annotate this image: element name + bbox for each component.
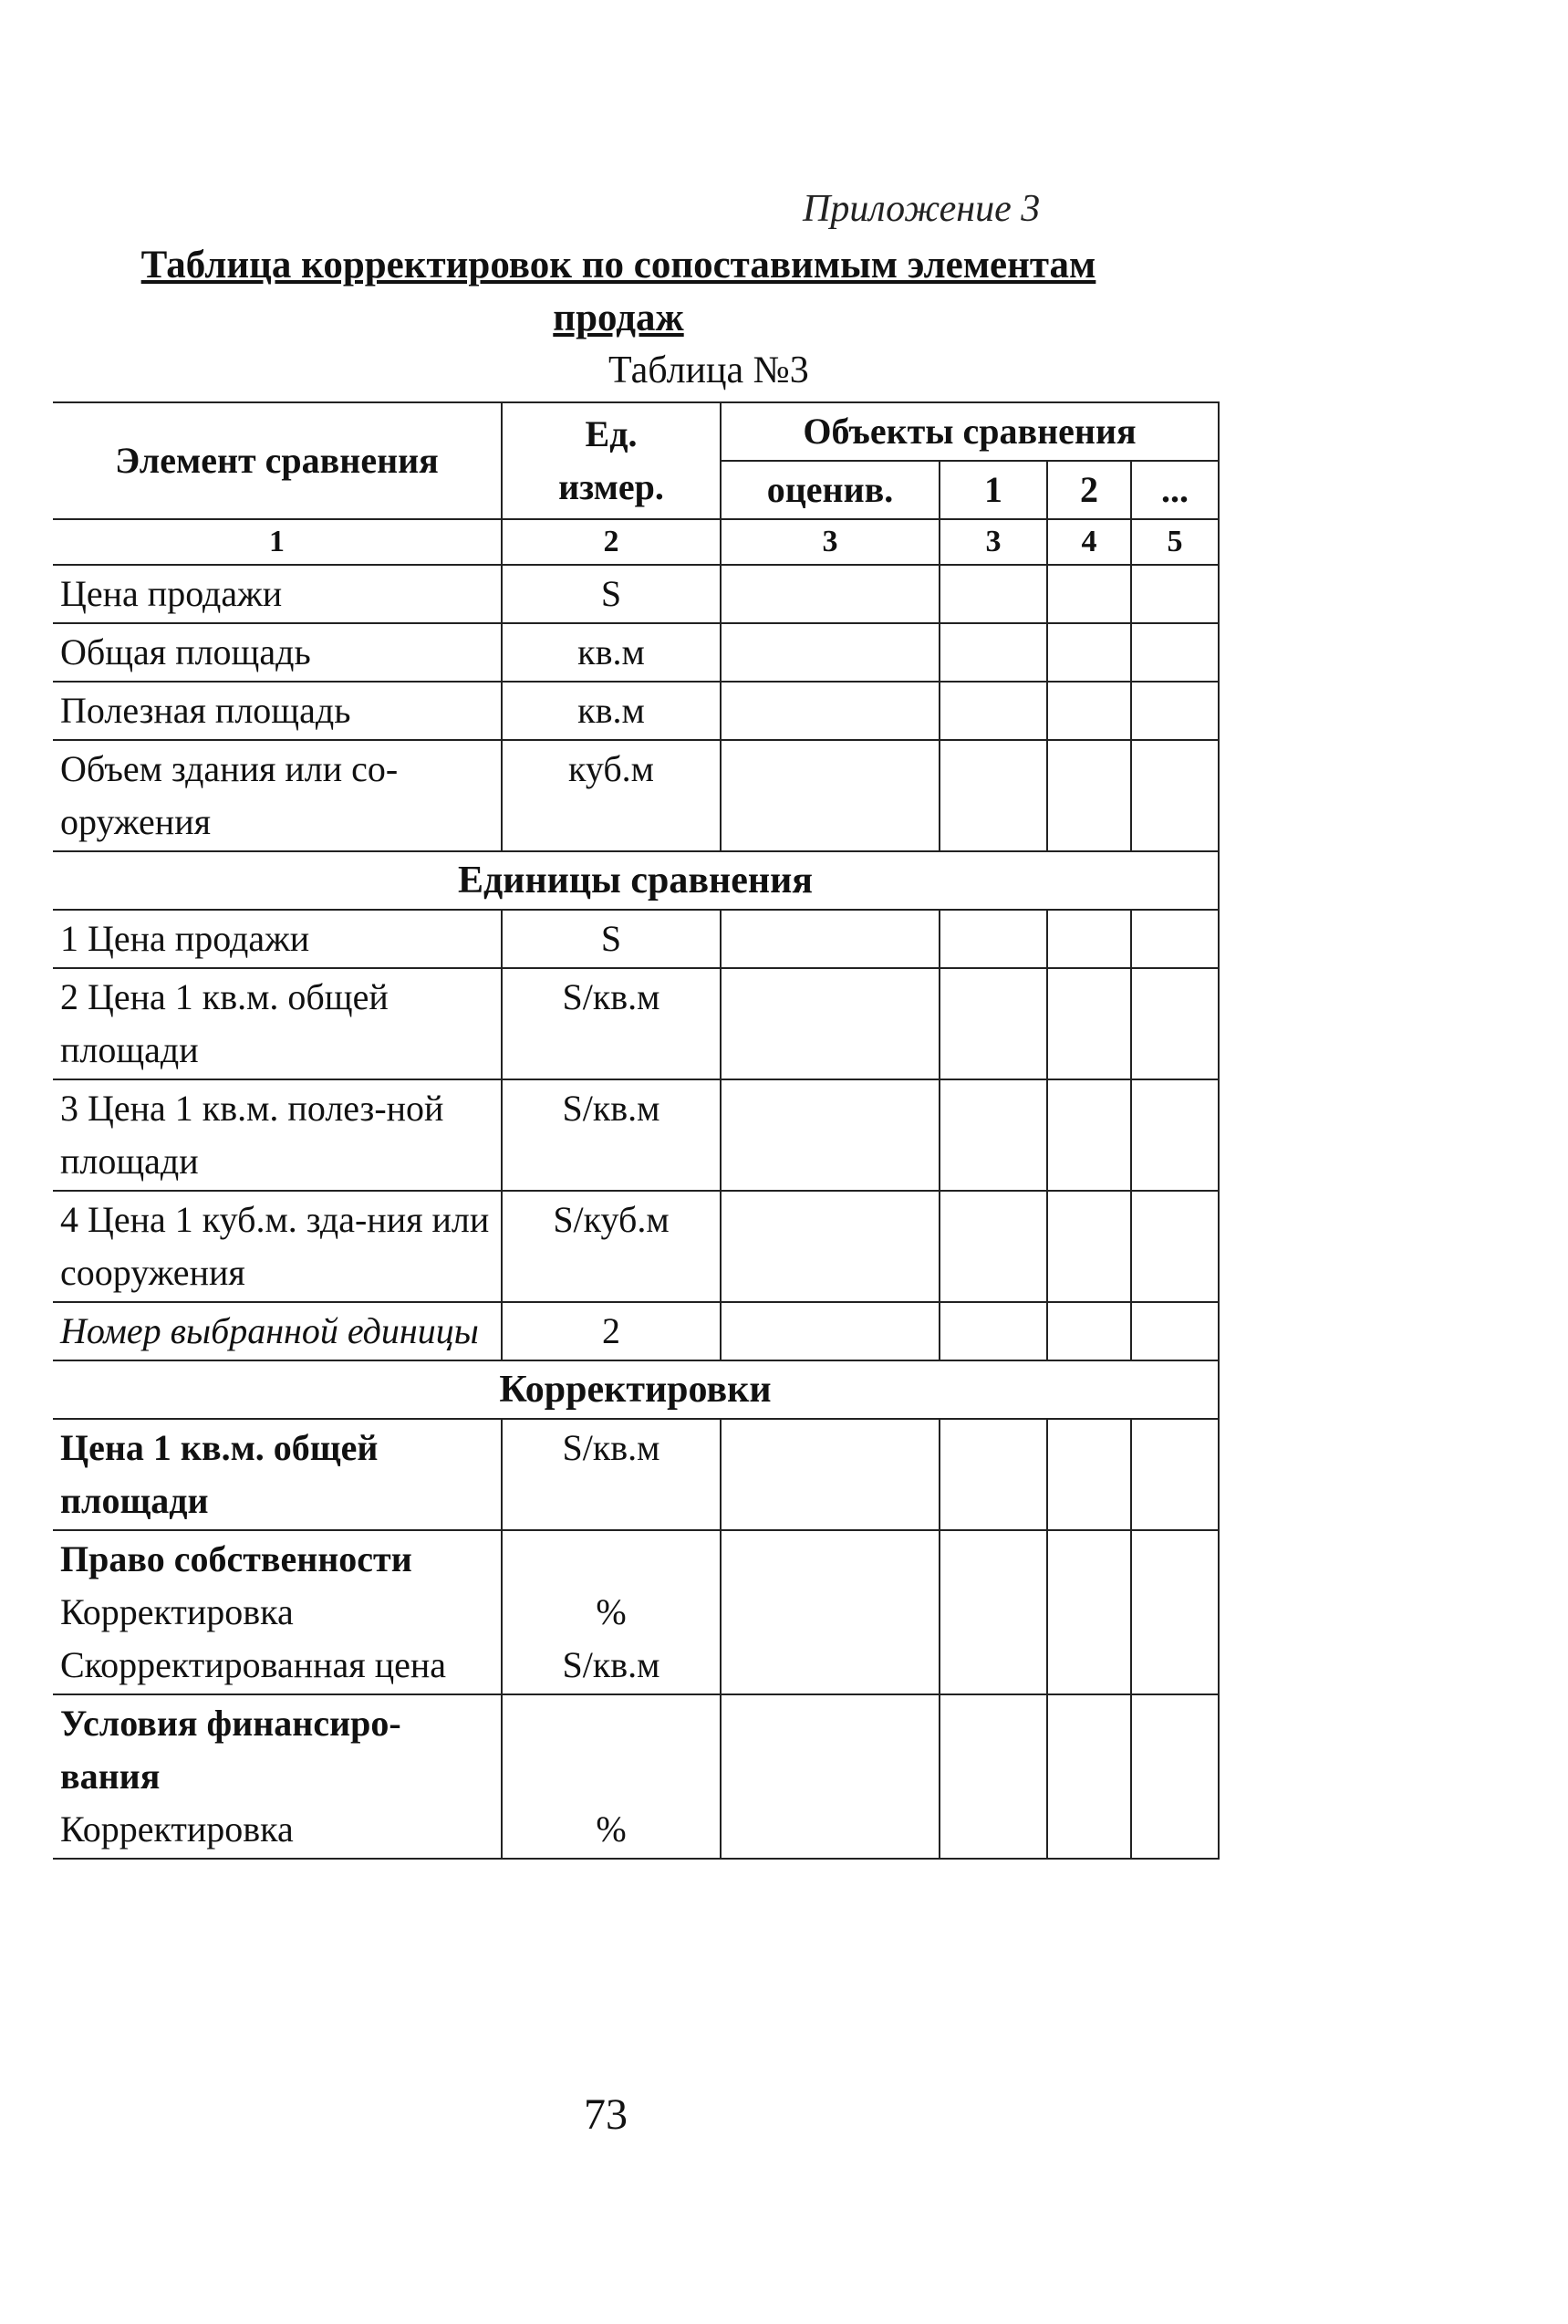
col-number: 4 — [1047, 519, 1131, 565]
row-label: 3 Цена 1 кв.м. полез-ной площади — [53, 1079, 502, 1191]
empty-cell — [1047, 1191, 1131, 1302]
ownership-units — [502, 1530, 721, 1694]
header-element: Элемент сравнения — [53, 402, 502, 519]
empty-cell — [940, 682, 1047, 740]
col-number: 2 — [502, 519, 721, 565]
table-row — [53, 740, 1219, 851]
finance-block — [53, 1694, 502, 1859]
spacer — [510, 1697, 712, 1750]
col-number: 5 — [1131, 519, 1219, 565]
finance-units — [502, 1694, 721, 1859]
header-obj-more: ... — [1131, 461, 1219, 519]
empty-cell — [1131, 740, 1219, 851]
empty-cell — [1131, 1419, 1219, 1530]
col-number: 3 — [940, 519, 1047, 565]
empty-cell — [940, 910, 1047, 968]
table-row — [53, 1191, 1219, 1302]
empty-cell — [1047, 1302, 1131, 1360]
empty-cell — [721, 740, 940, 851]
empty-cell — [940, 1419, 1047, 1530]
empty-cell — [1131, 623, 1219, 682]
table-row — [53, 623, 1219, 682]
empty-cell — [940, 1694, 1047, 1859]
row-label: Номер выбранной единицы — [53, 1302, 502, 1360]
row-label: Цена 1 кв.м. общей площади — [53, 1419, 502, 1530]
empty-cell — [721, 1079, 940, 1191]
empty-cell — [1131, 1079, 1219, 1191]
row-unit: S/кв.м — [502, 968, 721, 1079]
empty-cell — [940, 1302, 1047, 1360]
empty-cell — [1047, 565, 1131, 623]
table-caption: Таблица №3 — [608, 349, 809, 391]
empty-cell — [721, 1191, 940, 1302]
ownership-adjustment-label: Корректировка — [60, 1591, 294, 1632]
row-label: Полезная площадь — [53, 682, 502, 740]
row-unit: S/куб.м — [502, 1191, 721, 1302]
row-label: 4 Цена 1 куб.м. зда-ния или сооружения — [53, 1191, 502, 1302]
empty-cell — [1131, 1530, 1219, 1694]
col-number: 1 — [53, 519, 502, 565]
header-units-line1: Ед. — [585, 413, 638, 454]
spacer — [510, 1750, 712, 1803]
row-label: Общая площадь — [53, 623, 502, 682]
ownership-block — [53, 1530, 502, 1694]
appendix-label: Приложение 3 — [803, 188, 1041, 230]
page-number: 73 — [584, 2090, 628, 2139]
empty-cell — [940, 623, 1047, 682]
empty-cell — [721, 910, 940, 968]
adjustments-table — [53, 401, 1220, 1860]
section-adjustments-heading: Корректировки — [53, 1360, 1219, 1419]
table-row — [53, 1079, 1219, 1191]
table-row — [53, 1530, 1219, 1694]
row-unit: S — [502, 910, 721, 968]
col-number: 3 — [721, 519, 940, 565]
empty-cell — [1047, 968, 1131, 1079]
row-label: 2 Цена 1 кв.м. общей площади — [53, 968, 502, 1079]
empty-cell — [940, 968, 1047, 1079]
empty-cell — [721, 968, 940, 1079]
empty-cell — [1047, 623, 1131, 682]
empty-cell — [1131, 1302, 1219, 1360]
row-label: Объем здания или со-оружения — [53, 740, 502, 851]
finance-title: Условия финансиро-вания — [60, 1703, 401, 1797]
ownership-title: Право собственности — [60, 1538, 412, 1579]
empty-cell — [940, 740, 1047, 851]
title-line-1: Таблица корректировок по сопоставимым элементам — [140, 244, 1096, 287]
header-evaluated: оценив. — [721, 461, 940, 519]
empty-cell — [1131, 910, 1219, 968]
empty-cell — [721, 1419, 940, 1530]
empty-cell — [1047, 1079, 1131, 1191]
row-unit: S/кв.м — [502, 1419, 721, 1530]
table-row — [53, 682, 1219, 740]
row-label: Цена продажи — [53, 565, 502, 623]
page-title — [53, 239, 1184, 345]
table-row — [53, 1694, 1219, 1859]
empty-cell — [940, 1191, 1047, 1302]
empty-cell — [1131, 565, 1219, 623]
empty-cell — [1131, 1694, 1219, 1859]
empty-cell — [721, 1694, 940, 1859]
row-unit: 2 — [502, 1302, 721, 1360]
ownership-corrected-label: Скорректированная цена — [60, 1644, 447, 1685]
header-obj-2: 2 — [1047, 461, 1131, 519]
table-row — [53, 1419, 1219, 1530]
row-unit: S/кв.м — [502, 1079, 721, 1191]
header-units-line2: измер. — [558, 466, 664, 507]
empty-cell — [1047, 910, 1131, 968]
ownership-adjustment-unit: % — [596, 1591, 627, 1632]
header-objects: Объекты сравнения — [721, 402, 1219, 461]
table-row — [53, 910, 1219, 968]
section-units-heading: Единицы сравнения — [53, 851, 1219, 910]
header-row-1 — [53, 402, 1219, 461]
empty-cell — [1131, 682, 1219, 740]
empty-cell — [1131, 1191, 1219, 1302]
empty-cell — [721, 682, 940, 740]
spacer — [510, 1533, 712, 1586]
empty-cell — [721, 623, 940, 682]
empty-cell — [1131, 968, 1219, 1079]
header-units — [502, 402, 721, 519]
empty-cell — [721, 1530, 940, 1694]
empty-cell — [1047, 682, 1131, 740]
ownership-corrected-unit: S/кв.м — [562, 1644, 660, 1685]
row-label: 1 Цена продажи — [53, 910, 502, 968]
header-obj-1: 1 — [940, 461, 1047, 519]
section-row — [53, 1360, 1219, 1419]
empty-cell — [1047, 1694, 1131, 1859]
title-line-2: продаж — [553, 297, 684, 339]
table-row — [53, 968, 1219, 1079]
table-row — [53, 565, 1219, 623]
empty-cell — [1047, 740, 1131, 851]
row-unit: S — [502, 565, 721, 623]
row-unit: кв.м — [502, 682, 721, 740]
table-row — [53, 1302, 1219, 1360]
row-unit: кв.м — [502, 623, 721, 682]
empty-cell — [1047, 1419, 1131, 1530]
empty-cell — [1047, 1530, 1131, 1694]
finance-adjustment-label: Корректировка — [60, 1808, 294, 1850]
section-row — [53, 851, 1219, 910]
empty-cell — [940, 565, 1047, 623]
empty-cell — [721, 565, 940, 623]
empty-cell — [940, 1079, 1047, 1191]
empty-cell — [721, 1302, 940, 1360]
empty-cell — [940, 1530, 1047, 1694]
column-number-row — [53, 519, 1219, 565]
row-unit: куб.м — [502, 740, 721, 851]
finance-adjustment-unit: % — [596, 1808, 627, 1850]
